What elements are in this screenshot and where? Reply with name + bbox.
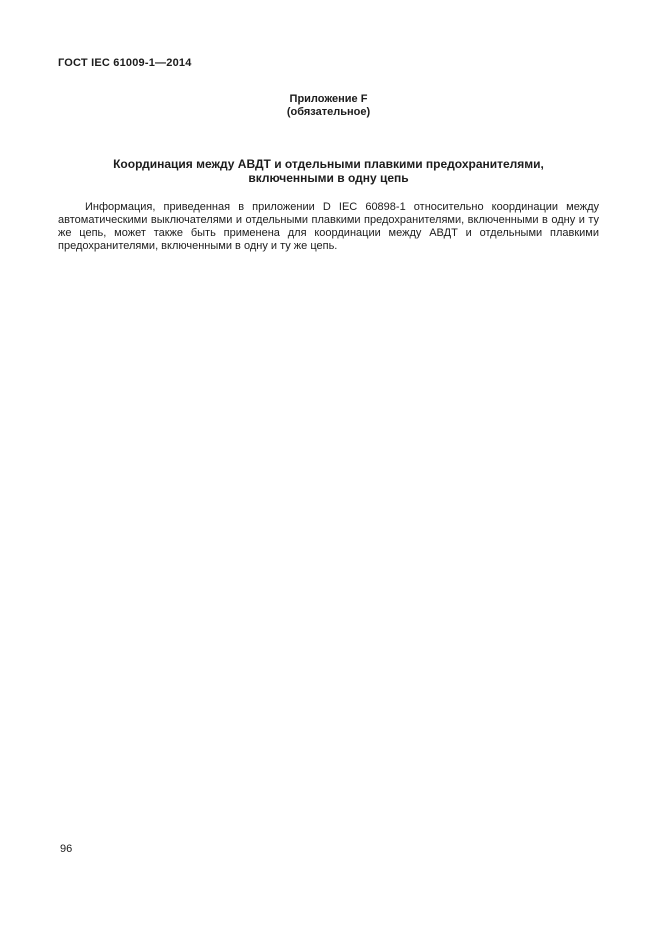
annex-title: Приложение F [289, 93, 368, 105]
section-heading-line2: включенными в одну цепь [248, 170, 409, 185]
annex-block [58, 93, 599, 119]
running-header-standard-designation: ГОСТ IEC 61009-1—2014 [58, 57, 192, 69]
page-content [0, 0, 661, 253]
body-paragraph: Информация, приведенная в приложении D IEC 60898-1 относительно координации между автоматическими выключателями и отдельными плавкими предохранителями, включенными в одну и ту же цепь, может также быть применена для координации между АВДТ и отдельными плавкими предохранителями, включенными в одну и ту же цепь. [58, 201, 599, 252]
section-heading-line1: Координация между АВДТ и отдельными плавкими предохранителями, [113, 157, 544, 171]
section-heading [58, 158, 599, 185]
annex-obligation-note: (обязательное) [286, 106, 371, 118]
page-number: 96 [60, 843, 73, 855]
